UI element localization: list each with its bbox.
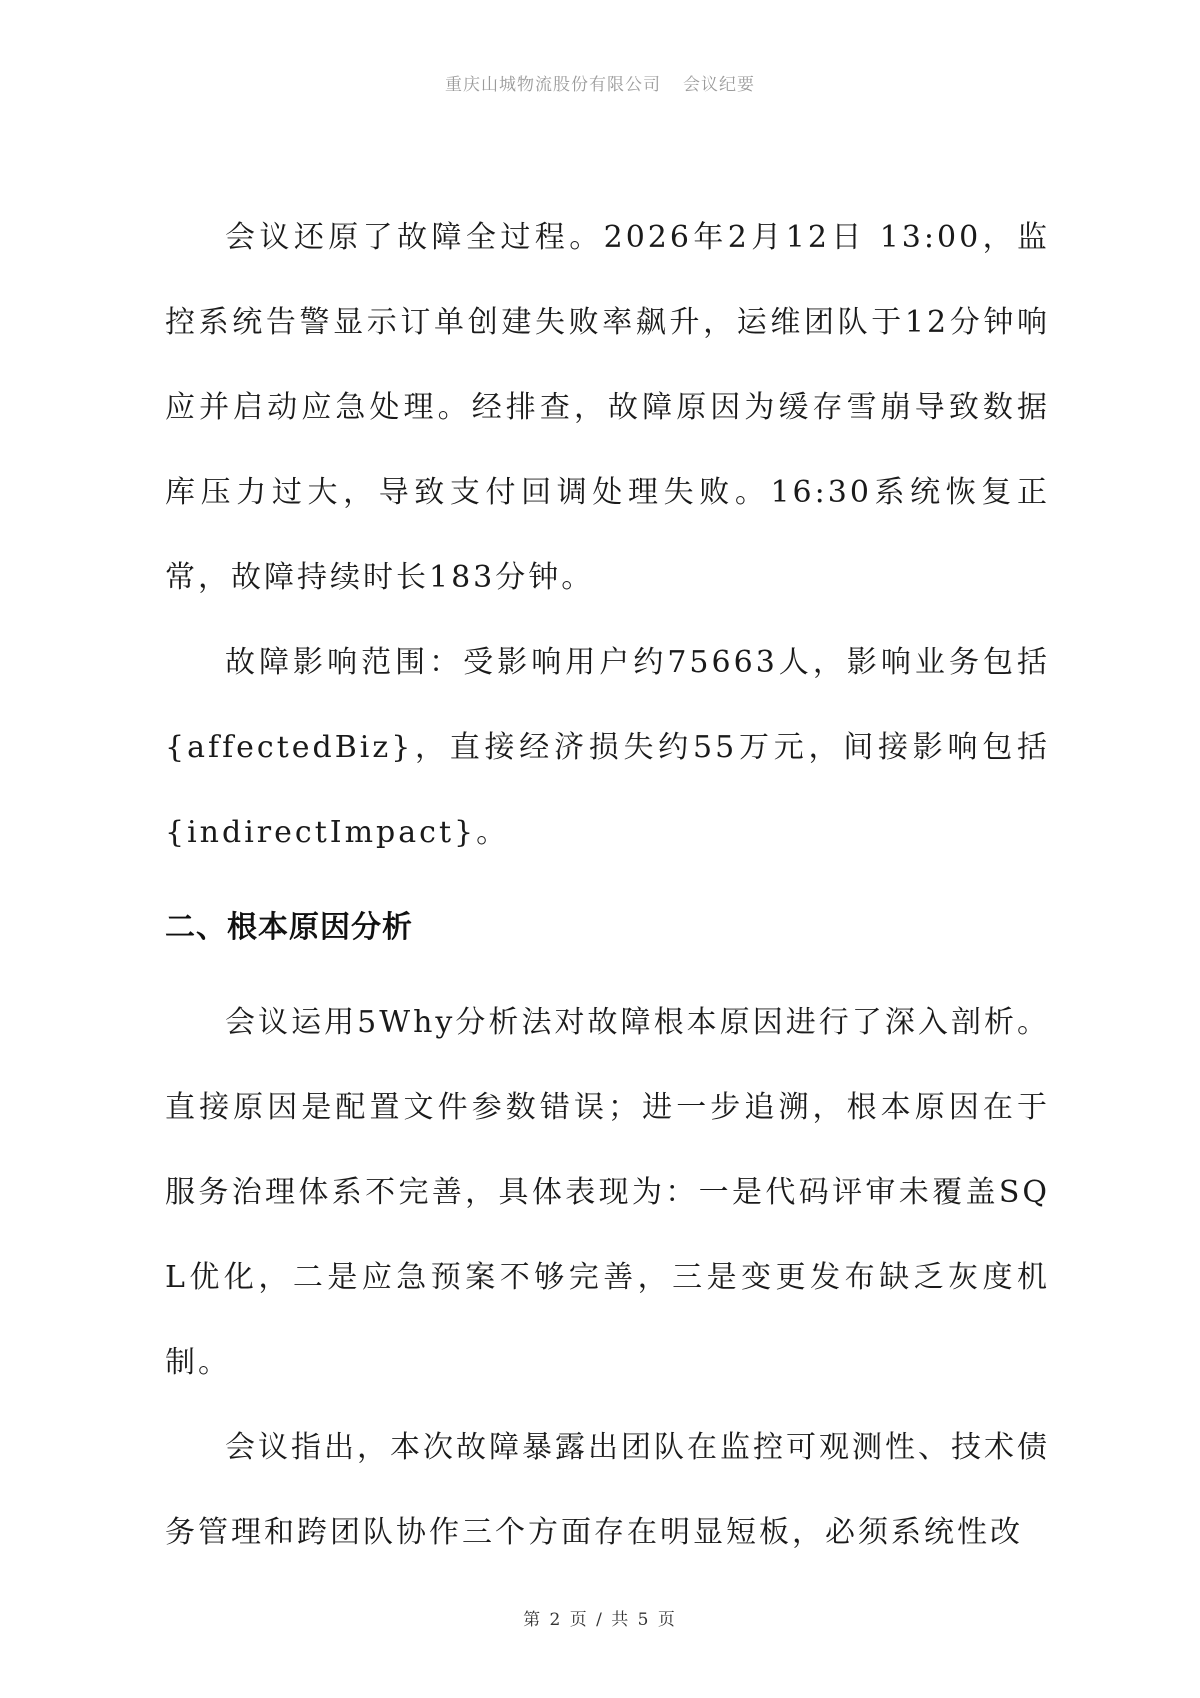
paragraph-incident-timeline: 会议还原了故障全过程。2026年2月12日 13:00，监控系统告警显示订单创建失败率飙升，运维团队于12分钟响应并启动应急处理。经排查，故障原因为缓存雪崩导致数据库压力过大，导致支付回调处理失败。16:30系统恢复正常，故障持续时长183分钟。 xyxy=(165,220,1050,595)
paragraph-impact-scope: 故障影响范围：受影响用户约75663人，影响业务包括{affectedBiz}，直接经济损失约55万元，间接影响包括{indirectImpact}。 xyxy=(165,645,1050,850)
paragraph-shortcomings: 会议指出，本次故障暴露出团队在监控可观测性、技术债务管理和跨团队协作三个方面存在明显短板，必须系统性改 xyxy=(165,1430,1050,1550)
header-company: 重庆山城物流股份有限公司 xyxy=(445,75,661,95)
section-heading-root-cause: 二、根本原因分析 xyxy=(165,910,413,945)
paragraph-5why-analysis: 会议运用5Why分析法对故障根本原因进行了深入剖析。直接原因是配置文件参数错误；进一步追溯，根本原因在于服务治理体系不完善，具体表现为：一是代码评审未覆盖SQL优化，二是应急预案不够完善，三是变更发布缺乏灰度机制。 xyxy=(165,1005,1050,1380)
running-header xyxy=(0,70,1200,95)
header-doc-type: 会议纪要 xyxy=(683,75,755,95)
page-number: 第 2 页 / 共 5 页 xyxy=(523,1610,677,1630)
document-body xyxy=(165,195,1050,1575)
